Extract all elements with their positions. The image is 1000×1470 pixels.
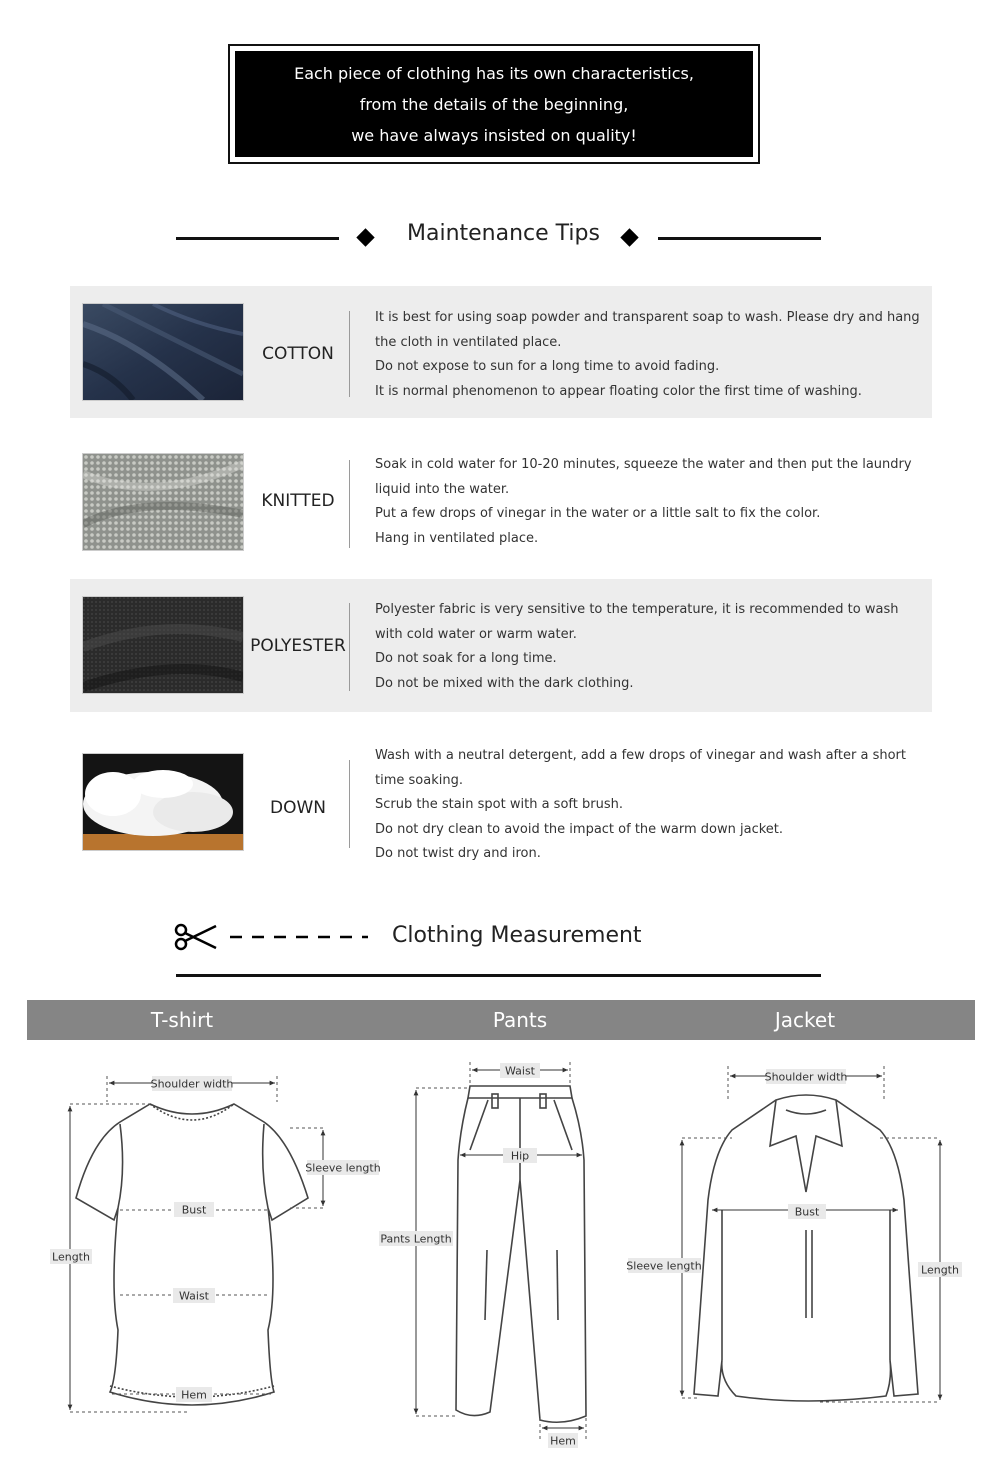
tshirt-labels: [50, 1076, 381, 1402]
fabric-name-knitted: KNITTED: [261, 491, 335, 511]
label-waist: Waist: [178, 1289, 210, 1303]
pants-diagram: [456, 1086, 586, 1422]
tip-text: Wash with a neutral detergent, add a few drops of vinegar and wash after a short time soaking.: [375, 748, 906, 788]
label-pants-hip: Hip: [510, 1149, 530, 1163]
banner-line-1: Each piece of clothing has its own characteristics,: [294, 63, 694, 83]
fabric-row-polyester: [70, 579, 932, 712]
fabric-row-down: [70, 730, 932, 880]
banner-line-2: from the details of the beginning,: [359, 94, 629, 114]
tip-text: It is best for using soap powder and transparent soap to wash. Please dry and hang the cloth in ventilated place.: [375, 310, 920, 350]
tip-text: Do not be mixed with the dark clothing.: [375, 675, 634, 691]
tip-text: Scrub the stain spot with a soft brush.: [375, 797, 623, 812]
maintenance-title: Maintenance Tips: [407, 221, 600, 246]
tip-text: Hang in ventilated place.: [375, 530, 539, 546]
down-tips: [375, 744, 930, 867]
label-length: Length: [52, 1250, 90, 1264]
row-divider: [349, 760, 350, 848]
row-divider: [349, 311, 350, 397]
garment-label-pants: Pants: [492, 1008, 548, 1032]
quality-banner-inner: [235, 51, 753, 157]
measurement-title: Clothing Measurement: [392, 923, 642, 948]
jacket-labels: [626, 1069, 962, 1277]
tip-text: Soak in cold water for 10-20 minutes, squeeze the water and then put the laundry liquid into the water.: [375, 457, 912, 497]
label-bust: Bust: [181, 1203, 207, 1217]
cotton-swatch: [82, 303, 244, 401]
label-pants-hem: Hem: [550, 1434, 576, 1448]
diamond-icon: [356, 228, 374, 246]
fabric-name-cotton: COTTON: [262, 344, 334, 364]
pants-labels: [379, 1063, 578, 1448]
label-pants-length: Pants Length: [380, 1232, 452, 1246]
fabric-name-polyester: POLYESTER: [250, 636, 346, 656]
fabric-row-knitted: [70, 435, 932, 565]
scissors-icon: [172, 920, 372, 954]
row-divider: [349, 603, 350, 691]
tshirt-diagram: [76, 1104, 308, 1405]
measurement-divider: [176, 974, 821, 977]
down-swatch: [82, 753, 244, 851]
label-pants-waist: Waist: [504, 1064, 536, 1078]
tip-text: Do not soak for a long time.: [375, 651, 557, 666]
jacket-diagram: [694, 1095, 918, 1401]
measurement-diagrams: [0, 1040, 1000, 1470]
knitted-tips: [375, 453, 930, 551]
fabric-row-cotton: [70, 286, 932, 418]
diamond-icon: [620, 228, 638, 246]
tip-text: Do not expose to sun for a long time to avoid fading.: [375, 359, 720, 374]
tip-text: It is normal phenomenon to appear floating color the first time of washing.: [375, 383, 862, 399]
label-jacket-length: Length: [921, 1263, 959, 1277]
garment-bar: [27, 1000, 975, 1040]
label-shoulder-width: Shoulder width: [150, 1077, 234, 1091]
tip-text: Put a few drops of vinegar in the water or a little salt to fix the color.: [375, 506, 821, 521]
label-jacket-bust: Bust: [794, 1205, 820, 1219]
label-jacket-shoulder: Shoulder width: [764, 1070, 848, 1084]
row-divider: [349, 460, 350, 548]
fabric-name-down: DOWN: [270, 798, 326, 818]
label-hem: Hem: [181, 1388, 207, 1402]
cotton-tips: [375, 306, 930, 404]
garment-label-tshirt: T-shirt: [150, 1008, 214, 1032]
label-jacket-sleeve: Sleeve length: [626, 1259, 702, 1273]
knitted-swatch: [82, 453, 244, 551]
divider-line-left: [176, 237, 339, 240]
banner-line-3: we have always insisted on quality!: [351, 125, 637, 145]
tip-text: Do not dry clean to avoid the impact of the warm down jacket.: [375, 821, 784, 837]
divider-line-right: [658, 237, 821, 240]
quality-banner: [228, 44, 760, 164]
tip-text: Do not twist dry and iron.: [375, 846, 541, 861]
tip-text: Polyester fabric is very sensitive to the temperature, it is recommended to wash with cold water or warm water.: [375, 602, 899, 642]
polyester-tips: [375, 598, 930, 696]
polyester-swatch: [82, 596, 244, 694]
label-sleeve-length: Sleeve length: [305, 1161, 381, 1175]
garment-label-jacket: Jacket: [774, 1008, 836, 1032]
